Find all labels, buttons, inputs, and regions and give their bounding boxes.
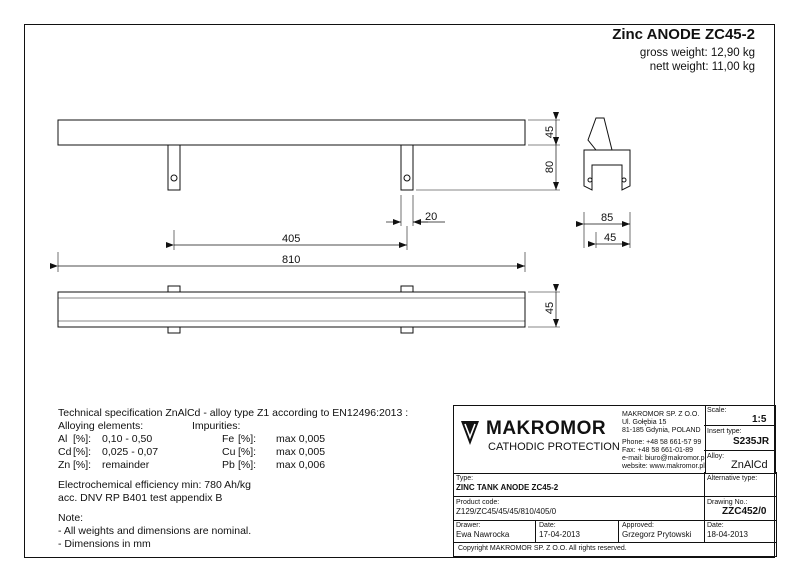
date-value: 17-04-2013	[539, 530, 580, 539]
efficiency-text: Electrochemical efficiency min: 780 Ah/kg	[58, 479, 251, 491]
row-val: remainder	[102, 459, 150, 471]
dim-45-side: 45	[604, 232, 617, 244]
row-imp-unit: [%]:	[238, 459, 257, 471]
scale-value: 1:5	[752, 414, 767, 425]
row-el: Cd	[58, 446, 72, 458]
company-email: e-mail: biuro@makromor.pl	[622, 455, 707, 462]
date-label: Date:	[707, 522, 724, 529]
row-imp: Pb	[222, 459, 235, 471]
row-imp-val: max 0,006	[276, 459, 326, 471]
type-label: Type:	[456, 475, 474, 482]
dim-20: 20	[425, 211, 438, 223]
row-unit: [%]:	[73, 459, 92, 471]
row-unit: [%]:	[73, 433, 92, 445]
approved-value: Grzegorz Prytowski	[622, 530, 692, 539]
insert-bracket-profile	[584, 150, 630, 190]
dim-810: 810	[282, 254, 301, 266]
note-item: - Dimensions in mm	[58, 538, 151, 550]
product-label: Product code:	[456, 499, 500, 506]
scale-label: Scale:	[707, 407, 727, 414]
nett-weight: nett weight: 11,00 kg	[649, 61, 755, 73]
insert-leg-right	[401, 145, 413, 190]
alloy-label: Alloy:	[707, 453, 725, 460]
type-value: ZINC TANK ANODE ZC45-2	[456, 483, 559, 492]
alloy-value: ZnAlCd	[731, 459, 768, 471]
drawing-title: Zinc ANODE ZC45-2	[612, 26, 755, 43]
dim-45-bottom: 45	[544, 301, 557, 315]
row-val: 0,10 - 0,50	[102, 433, 153, 445]
note-item: - All weights and dimensions are nominal.	[58, 525, 252, 537]
drawing-no-label: Drawing No.:	[707, 499, 748, 506]
note-title: Note:	[58, 512, 84, 524]
leg-hole-left	[171, 175, 177, 181]
dim-85: 85	[601, 212, 614, 224]
row-imp-unit: [%]:	[238, 446, 257, 458]
copyright: Copyright MAKROMOR SP. Z O.O. All rights reserved.	[458, 545, 627, 552]
row-imp-unit: [%]:	[238, 433, 257, 445]
drawer-label: Drawer:	[456, 522, 481, 529]
company-website: website: www.makromor.pl	[622, 463, 705, 470]
dim-405: 405	[282, 233, 301, 245]
alloying-label: Alloying elements:	[58, 420, 144, 432]
drawer-value: Ewa Nawrocka	[456, 530, 510, 539]
date-label: Date:	[539, 522, 556, 529]
gross-weight: gross weight: 12,90 kg	[639, 47, 755, 59]
spec-heading: Technical specification ZnAlCd - alloy type Z1 according to EN12496:2013 :	[58, 407, 409, 419]
company-phone: Phone: +48 58 661-57 99	[622, 439, 702, 446]
company-name: MAKROMOR SP. Z O.O.	[622, 411, 700, 418]
row-imp: Fe	[222, 433, 235, 445]
insert-leg-left	[168, 145, 180, 190]
row-imp: Cu	[222, 446, 236, 458]
company-fax: Fax: +48 58 661-01-89	[622, 447, 694, 454]
test-text: acc. DNV RP B401 test appendix B	[58, 492, 223, 504]
dim-80: 80	[544, 160, 557, 174]
row-el: Al	[58, 433, 68, 445]
dim-45-top: 45	[544, 125, 557, 139]
impurities-label: Impurities:	[192, 420, 241, 432]
product-code: Z129/ZC45/45/45/810/405/0	[456, 507, 557, 516]
row-val: 0,025 - 0,07	[102, 446, 159, 458]
row-el: Zn	[58, 459, 71, 471]
anode-side-profile	[588, 118, 612, 150]
row-unit: [%]:	[73, 446, 92, 458]
row-imp-val: max 0,005	[276, 433, 326, 445]
company-city: 81-185 Gdynia, POLAND	[622, 427, 701, 434]
row-imp-val: max 0,005	[276, 446, 326, 458]
alt-type-label: Alternative type:	[707, 475, 758, 482]
leg-hole-right	[404, 175, 410, 181]
insert-value: S235JR	[733, 436, 770, 447]
insert-label: Insert type:	[707, 428, 742, 435]
brand-name: MAKROMOR	[486, 418, 607, 439]
drawing-no-value: ZZC452/0	[722, 506, 767, 517]
brand-subtitle: CATHODIC PROTECTION	[488, 441, 620, 453]
anode-body-front	[58, 120, 525, 145]
approved-label: Approved:	[622, 522, 654, 529]
date-value: 18-04-2013	[707, 530, 748, 539]
company-street: Ul. Gołębia 15	[622, 419, 667, 426]
anode-body-bottom	[58, 292, 525, 327]
